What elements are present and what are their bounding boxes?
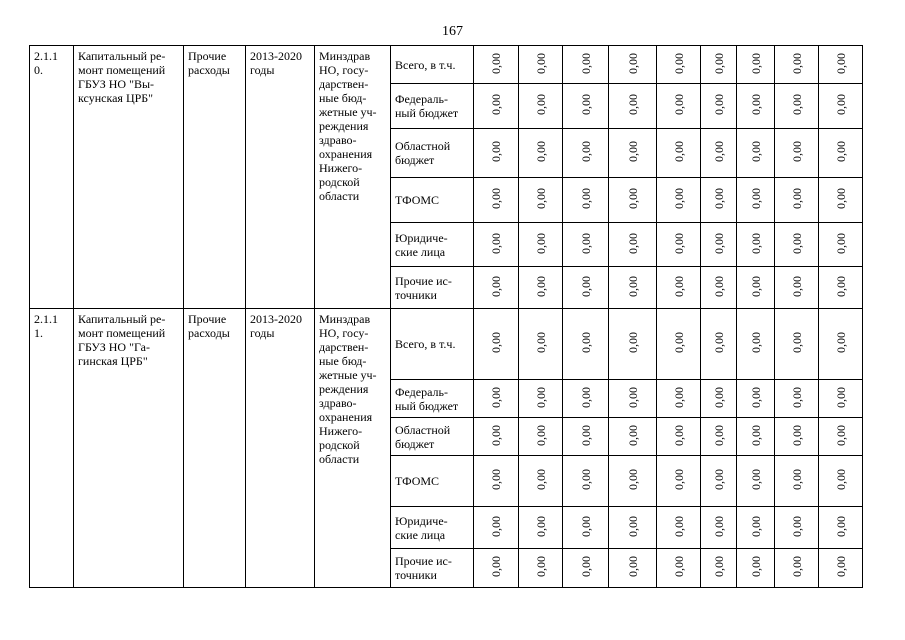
value-cell [563,507,609,549]
value-text: 0,00 [625,556,640,577]
value-cell [775,418,819,456]
funding-source-cell: Всего, в т.ч. [391,46,474,84]
item-name-cell: Капитальный ре- монт помещений ГБУЗ НО "Га- гинская ЦРБ" [74,309,184,588]
value-text: 0,00 [625,188,640,209]
value-cell [657,178,701,223]
funding-source-cell: Прочие ис- точники [391,549,474,588]
value-cell [701,456,737,507]
value-text: 0,00 [533,424,548,446]
value-cell [563,46,609,84]
value-cell [701,418,737,456]
value-text: 0,00 [625,52,640,74]
value-text: 0,00 [711,424,726,446]
value-cell [563,84,609,129]
value-text: 0,00 [671,424,686,446]
value-text: 0,00 [789,386,804,408]
funding-source-cell: ТФОМС [391,456,474,507]
item-code-cell: 2.1.1 0. [30,46,74,309]
value-text: 0,00 [489,141,503,162]
value-cell [563,456,609,507]
value-text: 0,00 [833,332,848,353]
value-text: 0,00 [578,188,593,209]
value-text: 0,00 [671,275,686,297]
value-cell [775,456,819,507]
budget-table [29,45,863,588]
value-cell [609,129,657,178]
value-text: 0,00 [711,386,726,408]
value-text: 0,00 [533,556,548,577]
value-text: 0,00 [833,515,848,537]
executor-cell: Минздрав НО, госу- дарствен- ные бюд- жетные уч- реждения здраво- охранения Нижего- родской области [315,309,391,588]
value-text: 0,00 [489,515,503,537]
value-text: 0,00 [671,469,686,490]
value-text: 0,00 [625,469,640,490]
value-cell [737,549,775,588]
value-cell [657,46,701,84]
value-cell [474,178,519,223]
value-cell [701,223,737,267]
value-text: 0,00 [489,424,503,446]
value-cell [775,84,819,129]
value-text: 0,00 [833,94,848,115]
value-cell [519,267,563,309]
value-cell [519,84,563,129]
value-cell [737,178,775,223]
value-text: 0,00 [625,94,640,115]
value-text: 0,00 [789,188,804,209]
value-cell [519,129,563,178]
value-text: 0,00 [533,332,548,353]
expense-type-cell: Прочие расходы [184,309,246,588]
value-cell [519,456,563,507]
value-cell [701,178,737,223]
value-text: 0,00 [711,141,726,162]
value-text: 0,00 [533,386,548,408]
value-cell [657,84,701,129]
value-text: 0,00 [748,469,763,490]
value-cell [474,129,519,178]
value-text: 0,00 [789,424,804,446]
value-text: 0,00 [489,332,503,353]
value-text: 0,00 [625,424,640,446]
value-cell [775,178,819,223]
value-text: 0,00 [748,232,763,254]
value-text: 0,00 [748,556,763,577]
value-text: 0,00 [833,469,848,490]
value-cell [775,223,819,267]
value-cell [657,456,701,507]
value-text: 0,00 [671,556,686,577]
value-cell [474,456,519,507]
value-text: 0,00 [833,386,848,408]
value-text: 0,00 [748,515,763,537]
value-cell [519,309,563,380]
value-cell [657,129,701,178]
value-cell [737,380,775,418]
value-cell [474,84,519,129]
value-cell [474,267,519,309]
value-cell [474,380,519,418]
value-cell [519,507,563,549]
value-text: 0,00 [833,188,848,209]
value-cell [563,267,609,309]
value-cell [657,267,701,309]
value-cell [657,309,701,380]
funding-source-cell: Федераль- ный бюджет [391,84,474,129]
value-cell [609,380,657,418]
value-text: 0,00 [625,275,640,297]
value-text: 0,00 [789,515,804,537]
period-cell: 2013-2020 годы [246,46,315,309]
value-cell [609,418,657,456]
value-cell [737,223,775,267]
value-cell [474,223,519,267]
value-text: 0,00 [748,52,763,74]
value-text: 0,00 [833,141,848,162]
value-text: 0,00 [578,141,593,162]
value-cell [819,507,863,549]
funding-source-cell: Всего, в т.ч. [391,309,474,380]
funding-source-cell: Юридиче- ские лица [391,223,474,267]
value-text: 0,00 [671,52,686,74]
period-cell: 2013-2020 годы [246,309,315,588]
value-text: 0,00 [578,556,593,577]
value-cell [609,84,657,129]
value-cell [657,223,701,267]
value-cell [819,46,863,84]
funding-source-cell: ТФОМС [391,178,474,223]
value-text: 0,00 [833,275,848,297]
value-text: 0,00 [789,141,804,162]
value-cell [701,267,737,309]
value-text: 0,00 [711,94,726,115]
value-cell [474,418,519,456]
value-cell [609,507,657,549]
value-text: 0,00 [578,275,593,297]
value-text: 0,00 [671,188,686,209]
value-text: 0,00 [789,332,804,353]
value-text: 0,00 [833,556,848,577]
value-text: 0,00 [833,424,848,446]
value-cell [609,46,657,84]
value-cell [657,380,701,418]
value-text: 0,00 [533,232,548,254]
value-text: 0,00 [711,515,726,537]
value-text: 0,00 [711,275,726,297]
value-text: 0,00 [711,188,726,209]
value-text: 0,00 [625,386,640,408]
value-text: 0,00 [748,141,763,162]
value-cell [819,380,863,418]
funding-source-cell: Прочие ис- точники [391,267,474,309]
value-text: 0,00 [489,469,503,490]
value-text: 0,00 [711,556,726,577]
value-cell [563,549,609,588]
value-text: 0,00 [789,275,804,297]
value-text: 0,00 [833,52,848,74]
value-text: 0,00 [578,232,593,254]
value-cell [701,84,737,129]
value-text: 0,00 [625,141,640,162]
value-text: 0,00 [489,232,503,254]
value-cell [775,267,819,309]
value-text: 0,00 [711,52,726,74]
value-text: 0,00 [489,52,503,74]
value-text: 0,00 [789,469,804,490]
value-cell [474,309,519,380]
value-cell [737,267,775,309]
value-text: 0,00 [533,52,548,74]
value-text: 0,00 [748,275,763,297]
value-text: 0,00 [625,332,640,353]
item-name-cell: Капитальный ре- монт помещений ГБУЗ НО "Вы- ксунская ЦРБ" [74,46,184,309]
value-cell [701,549,737,588]
value-cell [701,380,737,418]
value-text: 0,00 [789,556,804,577]
value-text: 0,00 [533,469,548,490]
value-text: 0,00 [489,275,503,297]
value-cell [819,223,863,267]
value-text: 0,00 [533,94,548,115]
value-cell [775,380,819,418]
value-text: 0,00 [489,386,503,408]
value-cell [519,223,563,267]
value-text: 0,00 [671,332,686,353]
value-text: 0,00 [748,332,763,353]
value-cell [609,178,657,223]
value-cell [701,309,737,380]
value-cell [519,549,563,588]
table-row [30,46,863,84]
value-cell [775,129,819,178]
value-cell [775,507,819,549]
funding-source-cell: Юридиче- ские лица [391,507,474,549]
value-cell [737,129,775,178]
value-cell [563,418,609,456]
value-text: 0,00 [489,94,503,115]
value-cell [519,380,563,418]
value-text: 0,00 [578,332,593,353]
value-cell [563,223,609,267]
value-cell [775,46,819,84]
funding-source-cell: Областной бюджет [391,129,474,178]
value-cell [701,129,737,178]
value-text: 0,00 [711,469,726,490]
value-cell [819,418,863,456]
value-cell [737,309,775,380]
value-cell [519,418,563,456]
value-cell [819,178,863,223]
value-cell [609,267,657,309]
value-text: 0,00 [748,424,763,446]
value-cell [474,507,519,549]
value-cell [775,309,819,380]
value-cell [819,129,863,178]
value-cell [609,549,657,588]
value-text: 0,00 [578,424,593,446]
value-text: 0,00 [625,515,640,537]
value-text: 0,00 [578,469,593,490]
value-cell [737,507,775,549]
value-cell [563,309,609,380]
value-text: 0,00 [533,515,548,537]
value-text: 0,00 [833,232,848,254]
value-cell [819,456,863,507]
value-text: 0,00 [578,52,593,74]
executor-cell: Минздрав НО, госу- дарствен- ные бюд- жетные уч- реждения здраво- охранения Нижего- родской области [315,46,391,309]
table-row [30,309,863,380]
value-cell [819,309,863,380]
value-text: 0,00 [711,232,726,254]
value-text: 0,00 [489,556,503,577]
value-text: 0,00 [578,94,593,115]
value-cell [563,129,609,178]
value-text: 0,00 [489,188,503,209]
value-cell [474,549,519,588]
value-cell [657,507,701,549]
value-cell [819,267,863,309]
value-text: 0,00 [789,52,804,74]
value-cell [519,178,563,223]
value-cell [519,46,563,84]
value-text: 0,00 [533,141,548,162]
expense-type-cell: Прочие расходы [184,46,246,309]
value-text: 0,00 [671,232,686,254]
value-cell [819,84,863,129]
value-text: 0,00 [671,94,686,115]
value-text: 0,00 [671,515,686,537]
value-cell [737,456,775,507]
value-text: 0,00 [789,94,804,115]
value-text: 0,00 [578,386,593,408]
value-cell [737,418,775,456]
value-text: 0,00 [789,232,804,254]
funding-source-cell: Областной бюджет [391,418,474,456]
value-text: 0,00 [748,94,763,115]
value-text: 0,00 [671,141,686,162]
value-text: 0,00 [625,232,640,254]
funding-source-cell: Федераль- ный бюджет [391,380,474,418]
value-cell [609,223,657,267]
value-cell [474,46,519,84]
value-text: 0,00 [748,188,763,209]
value-cell [819,549,863,588]
value-cell [609,456,657,507]
value-text: 0,00 [671,386,686,408]
value-text: 0,00 [711,332,726,353]
value-cell [701,46,737,84]
value-cell [737,84,775,129]
value-cell [657,418,701,456]
value-cell [609,309,657,380]
page-number: 167 [442,24,463,39]
value-cell [701,507,737,549]
value-text: 0,00 [578,515,593,537]
value-text: 0,00 [533,188,548,209]
value-cell [563,380,609,418]
value-text: 0,00 [533,275,548,297]
item-code-cell: 2.1.1 1. [30,309,74,588]
value-cell [563,178,609,223]
value-text: 0,00 [748,386,763,408]
value-cell [657,549,701,588]
value-cell [775,549,819,588]
value-cell [737,46,775,84]
